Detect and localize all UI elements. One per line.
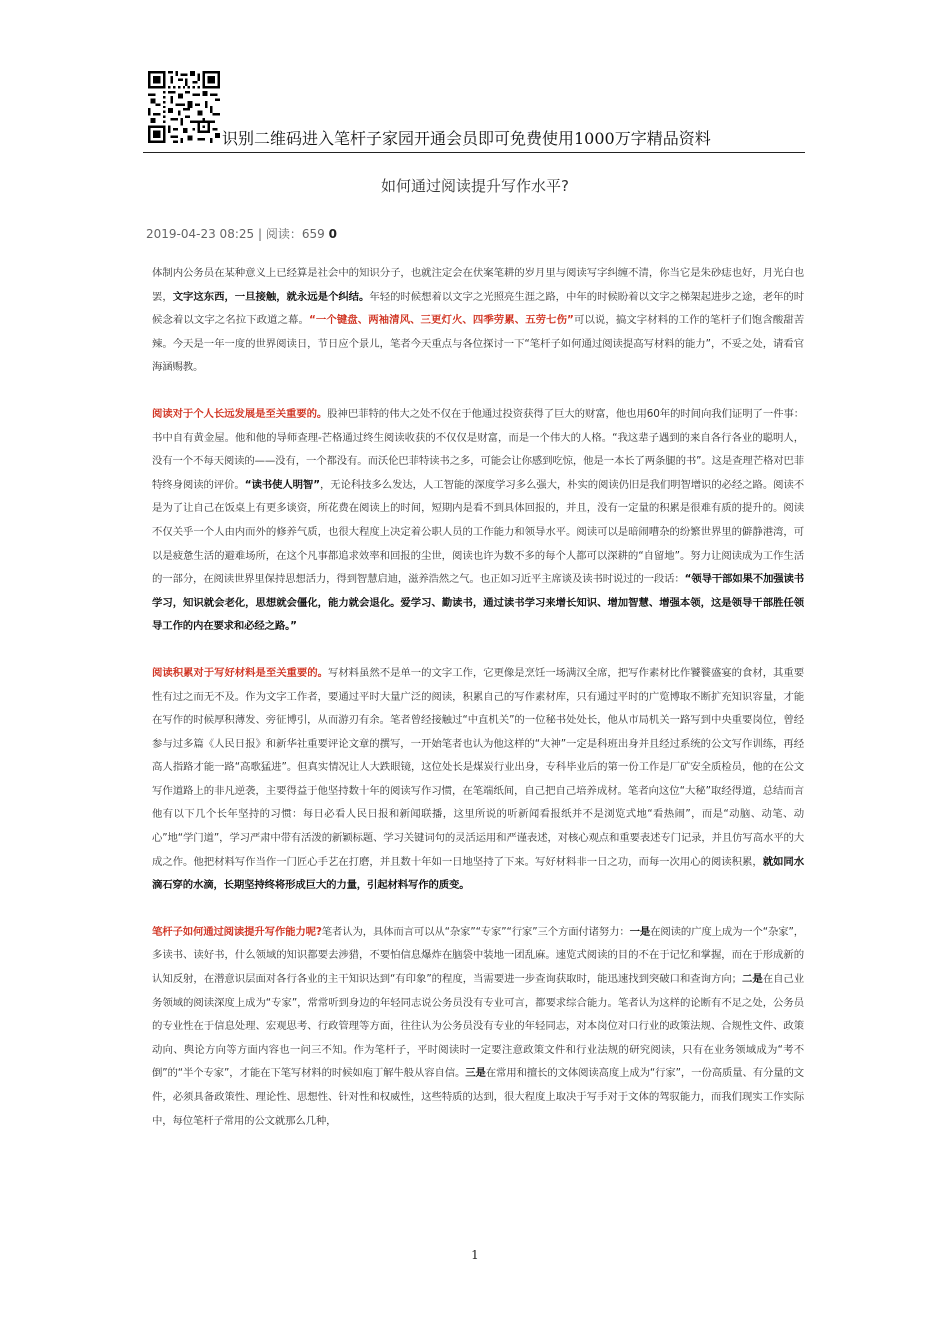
article-body [152,262,804,1156]
paragraph-intro: 体制内公务员在某种意义上已经算是社会中的知识分子，也就注定会在伏案笔耕的岁月里与阅读写字纠缠不清，你当它是朱砂痣也好，月光白也罢，文字这东西，一旦接触，就永远是个纠结。年轻的时候想着以文字之光照亮生涯之路，中年的时候盼着以文字之梯架起进步之途，老年的时候念着以文字之名拉下政道之幕。“一个键盘、两袖清风、三更灯火、四季劳累、五劳七伤”可以说，搞文字材料的工作的笔杆子们饱含酸甜苦辣。今天是一年一度的世界阅读日，节日应个景儿，笔者今天重点与各位探讨一下“笔杆子如何通过阅读提高写材料的能力”，不妥之处，请看官海涵赐教。 [152,267,804,374]
section-heading: 阅读对于个人长远发展是至关重要的。 [152,407,328,420]
paragraph-reading-writing: 阅读积累对于写好材料是至关重要的。写材料虽然不是单一的文字工作，它更像是烹饪一场满汉全席，把写作素材比作饕餮盛宴的食材，其重要性有过之而无不及。作为文字工作者，要通过平时大量广泛的阅读，积累自己的写作素材库，只有通过平时的广览博取不断扩充知识容量，才能在写作的时候厚积薄发、旁征博引，从而游刃有余。笔者曾经接触过“中直机关”的一位秘书处处长，他从市局机关一路写到中央重要岗位，曾经参与过多篇《人民日报》和新华社重要评论文章的撰写，一开始笔者也认为他这样的“大神”一定是科班出身并且经过系统的公文写作训练，再经高人指路才能一路“高歌猛进”。但真实情况让人大跌眼镜，这位处长是煤炭行业出身，专科毕业后的第一份工作是厂矿安全质检员，他的在公文写作道路上的非凡逆袭，主要得益于他坚持数十年的阅读写作习惯，在笔端纸间，自己把自己培养成材。笔者向这位“大秘”取经得道，总结而言他有以下几个长年坚持的习惯：每日必看人民日报和新闻联播，这里所说的听新闻看报纸并不是浏览式地“看热闹”，而是“动脑、动笔、动心”地“学门道”，学习严肃中带有活泼的新颖标题、学习关键词句的灵活运用和严谨表述，对核心观点和重要表述专门记录，并且仿写高水平的大成之作。他把材料写作当作一门匠心手艺在打磨，并且数十年如一日地坚持了下来。写好材料非一日之功，而每一次用心的阅读积累，就如同水滴石穿的水滴，长期坚持终将形成巨大的力量，引起材料写作的质变。 [152,666,804,892]
section-heading: 阅读积累对于写好材料是至关重要的。 [152,666,328,679]
like-count: 0 [328,227,337,241]
paragraph-how-to: 笔杆子如何通过阅读提升写作能力呢?笔者认为，具体而言可以从“杂家”“专家”“行家”三个方面付诸努力：一是在阅读的广度上成为一个“杂家”，多读书、读好书，什么领域的知识都要去涉猎，不要怕信息爆炸在脑袋中装地一团乱麻。速览式阅读的目的不在于记忆和掌握，而在于形成新的认知反射，在潜意识层面对各行各业的主干知识达到“有印象”的程度，当需要进一步查询获取时，能迅速找到突破口和查询方向；二是在自己业务领域的阅读深度上成为“专家”，常常听到身边的年轻同志说公务员没有专业可言，都要求综合能力。笔者认为这样的论断有不足之处，公务员的专业性在于信息处理、宏观思考、行政管理等方面，往往认为公务员没有专业的年轻同志，对本岗位对口行业的政策法规、合规性文件、政策动向、舆论方向等方面内容也一问三不知。作为笔杆子，平时阅读时一定要注意政策文件和行业法规的研究阅读，只有在业务领域成为“考不倒”的“半个专家”，才能在下笔写材料的时候如庖丁解牛般从容自信。三是在常用和擅长的文体阅读高度上成为“行家”，一份高质量、有分量的文件，必须具备政策性、理论性、思想性、针对性和权威性，这些特质的达到，很大程度上取决于写手对于文体的驾驭能力，而我们现实工作实际中，每位笔杆子常用的公文就那么几种， [152,925,805,1127]
page-number: 1 [471,1248,479,1262]
qr-code-icon [148,71,220,143]
read-count: | 阅读：659 [257,227,325,241]
article-title: 如何通过阅读提升写作水平? [381,177,569,195]
article-meta [146,226,337,242]
article-date: 2019-04-23 08:25 [146,227,255,241]
header-divider [143,152,805,153]
promo-banner: 识别二维码进入笔杆子家园开通会员即可免费使用1000万字精品资料 [222,129,711,148]
section-heading: 笔杆子如何通过阅读提升写作能力呢? [152,925,322,938]
paragraph-reading-growth: 阅读对于个人长远发展是至关重要的。股神巴菲特的伟大之处不仅在于他通过投资获得了巨大的财富，他也用60年的时间向我们证明了一件事：书中自有黄金屋。他和他的导师查理-芒格通过终生阅读收获的不仅仅是财富，而是一个伟大的人格。“我这辈子遇到的来自各行各业的聪明人，没有一个不每天阅读的——没有，一个都没有。而沃伦巴菲特读书之多，可能会让你感到吃惊，他是一本长了两条腿的书”。这是查理芒格对巴菲特终身阅读的评价。“读书使人明智”，无论科技多么发达，人工智能的深度学习多么强大，朴实的阅读仍旧是我们明智增识的必经之路。阅读不是为了让自己在饭桌上有更多谈资，所花费在阅读上的时间，短期内是看不到具体回报的，并且，没有一定量的积累是很难有质的提升的。阅读不仅关乎一个人由内而外的修养气质，也很大程度上决定着公职人员的工作能力和领导水平。阅读可以是暗闹嘈杂的纷繁世界里的僻静港湾，可以是疲惫生活的避难场所，在这个凡事都追求效率和回报的尘世，阅读也许为数不多的每个人都可以深耕的“自留地”。努力让阅读成为工作生活的一部分，在阅读世界里保持思想活力，得到智慧启迪，滋养浩然之气。也正如习近平主席谈及读书时说过的一段话：“领导干部如果不加强读书学习，知识就会老化，思想就会僵化，能力就会退化。爱学习、勤读书，通过读书学习来增长知识、增加智慧、增强本领，这是领导干部胜任领导工作的内在要求和必经之路。” [152,407,804,633]
